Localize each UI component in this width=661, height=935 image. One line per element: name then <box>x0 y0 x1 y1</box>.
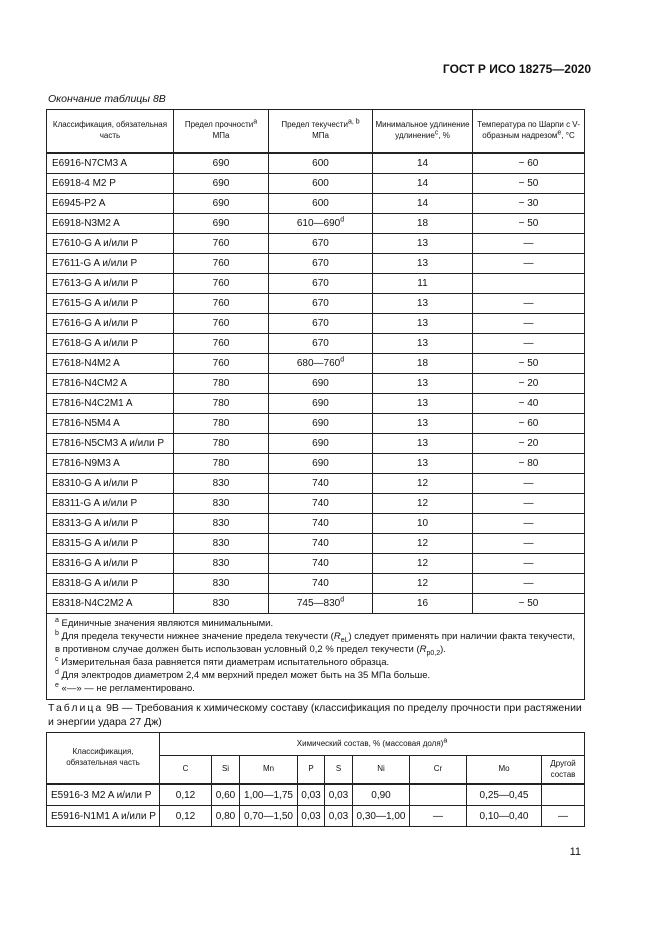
cell-charpy-temp: — <box>473 514 585 534</box>
cell-yield: 690 <box>269 414 373 434</box>
cell-chem-value <box>410 784 467 806</box>
cell-tensile: 780 <box>174 454 269 474</box>
page-number: 11 <box>569 846 581 858</box>
cell-yield: 740 <box>269 554 373 574</box>
cell-elongation: 13 <box>373 254 473 274</box>
cell-charpy-temp: − 80 <box>473 454 585 474</box>
cell-classification: E7613-G A и/или P <box>47 274 174 294</box>
cell-charpy-temp: − 50 <box>473 174 585 194</box>
cell-chem-value: 0,03 <box>325 784 353 806</box>
cell-yield: 610—690$^d$ <box>269 214 373 234</box>
cell-chem-value: 0,80 <box>212 806 240 827</box>
cell-elongation: 13 <box>373 294 473 314</box>
cell-elongation: 12 <box>373 534 473 554</box>
footnote-d: $^d$ Для электродов диаметром 2,4 мм верхний предел может быть на 35 МПа больше. <box>55 668 431 681</box>
cell-elongation: 13 <box>373 374 473 394</box>
table-row <box>47 784 585 806</box>
cell-elongation: 13 <box>373 314 473 334</box>
cell-yield: 680—760$^d$ <box>269 354 373 374</box>
cell-classification: E6945-P2 A <box>47 194 174 214</box>
cell-classification: E7616-G A и/или P <box>47 314 174 334</box>
cell-yield: 600 <box>269 174 373 194</box>
table-row <box>47 806 585 827</box>
cell-chem-value: 0,90 <box>353 784 410 806</box>
cell-tensile: 830 <box>174 494 269 514</box>
cell-classification: E8311-G A и/или P <box>47 494 174 514</box>
cell-yield: 690 <box>269 454 373 474</box>
cell-charpy-temp: — <box>473 234 585 254</box>
header9-col: Cr <box>410 756 467 785</box>
cell-classification: E7610-G A и/или P <box>47 234 174 254</box>
table-row <box>47 474 585 494</box>
cell-charpy-temp: − 50 <box>473 354 585 374</box>
cell-charpy-temp: − 30 <box>473 194 585 214</box>
cell-charpy-temp: — <box>473 254 585 274</box>
cell-charpy-temp: — <box>473 554 585 574</box>
cell-elongation: 18 <box>373 354 473 374</box>
cell-elongation: 18 <box>373 214 473 234</box>
cell-chem-value: 0,70—1,50 <box>240 806 298 827</box>
header-charpy-temp: Температура по Шарпи с V-образным надрезом$^e$, °С <box>473 110 585 154</box>
header-classification: Классификация, обязательная часть <box>47 110 174 154</box>
cell-chem-value: 0,10—0,40 <box>467 806 542 827</box>
table-row <box>47 534 585 554</box>
cell-chem-value: 0,12 <box>160 784 212 806</box>
cell-yield: 740 <box>269 514 373 534</box>
cell-elongation: 14 <box>373 153 473 174</box>
cell-classification: E8310-G A и/или P <box>47 474 174 494</box>
cell-classification: E7816-N9M3 A <box>47 454 174 474</box>
header9-classification: Классификация, обязательная часть <box>47 733 160 785</box>
cell-classification: E6918-4 M2 P <box>47 174 174 194</box>
cell-charpy-temp: − 20 <box>473 434 585 454</box>
cell-classification: E8316-G A и/или P <box>47 554 174 574</box>
cell-yield: 740 <box>269 474 373 494</box>
header9-col: S <box>325 756 353 785</box>
cell-chem-value: — <box>410 806 467 827</box>
cell-tensile: 760 <box>174 274 269 294</box>
header-yield: Предел текучести$^{a, b}$ МПа <box>269 110 373 154</box>
table-row <box>47 454 585 474</box>
cell-classification: E7618-N4M2 A <box>47 354 174 374</box>
cell-charpy-temp: — <box>473 314 585 334</box>
cell-chem-value: — <box>542 806 585 827</box>
cell-classification: E8315-G A и/или P <box>47 534 174 554</box>
cell-classification: E8313-G A и/или P <box>47 514 174 534</box>
cell-elongation: 10 <box>373 514 473 534</box>
cell-tensile: 690 <box>174 174 269 194</box>
table-row <box>47 254 585 274</box>
cell-chem-value: 0,60 <box>212 784 240 806</box>
footnote-c: $^c$ Измерительная база равняется пяти диаметрам испытательного образца. <box>55 655 390 668</box>
cell-yield: 690 <box>269 434 373 454</box>
cell-classification: E8318-G A и/или P <box>47 574 174 594</box>
cell-elongation: 11 <box>373 274 473 294</box>
cell-tensile: 780 <box>174 414 269 434</box>
table-row <box>47 174 585 194</box>
cell-tensile: 690 <box>174 194 269 214</box>
table-row <box>47 234 585 254</box>
table-row <box>47 414 585 434</box>
cell-charpy-temp: − 60 <box>473 414 585 434</box>
cell-classification: E6918-N3M2 A <box>47 214 174 234</box>
table-row <box>47 374 585 394</box>
table-row <box>47 194 585 214</box>
footnote-b: $^b$ Для предела текучести нижнее значение предела текучести $(R_{eL})$ следует применять при наличии факта текучести, в противном случае должен быть использован условный 0,2 % предел текучести $(R_{p0,2})$. <box>55 629 576 657</box>
cell-classification: E5916-3 M2 A и/или P <box>47 784 160 806</box>
cell-tensile: 760 <box>174 234 269 254</box>
cell-chem-value: 0,03 <box>298 784 325 806</box>
cell-yield: 740 <box>269 574 373 594</box>
cell-elongation: 12 <box>373 474 473 494</box>
cell-tensile: 760 <box>174 354 269 374</box>
cell-tensile: 830 <box>174 574 269 594</box>
table-row <box>47 554 585 574</box>
cell-elongation: 12 <box>373 494 473 514</box>
cell-yield: 600 <box>269 153 373 174</box>
table-row <box>47 314 585 334</box>
cell-tensile: 760 <box>174 254 269 274</box>
header9-col: Mo <box>467 756 542 785</box>
cell-charpy-temp: — <box>473 294 585 314</box>
cell-elongation: 14 <box>373 174 473 194</box>
cell-charpy-temp: — <box>473 494 585 514</box>
header9-col: C <box>160 756 212 785</box>
table-row <box>47 153 585 174</box>
table-row <box>47 514 585 534</box>
cell-tensile: 780 <box>174 394 269 414</box>
cell-classification: E7618-G A и/или P <box>47 334 174 354</box>
cell-elongation: 13 <box>373 454 473 474</box>
table-8v <box>46 109 585 700</box>
cell-tensile: 780 <box>174 434 269 454</box>
cell-classification: E7611-G A и/или P <box>47 254 174 274</box>
cell-charpy-temp: − 60 <box>473 153 585 174</box>
cell-classification: E7816-N5CM3 A и/или P <box>47 434 174 454</box>
cell-tensile: 830 <box>174 534 269 554</box>
table-row <box>47 274 585 294</box>
cell-yield: 670 <box>269 254 373 274</box>
cell-elongation: 12 <box>373 554 473 574</box>
table-row <box>47 574 585 594</box>
table-row <box>47 594 585 614</box>
footnote-e: $^e$ «—» — не регламентировано. <box>55 681 195 694</box>
cell-chem-value: 0,25—0,45 <box>467 784 542 806</box>
table-9v <box>46 732 585 827</box>
cell-elongation: 13 <box>373 414 473 434</box>
cell-yield: 670 <box>269 314 373 334</box>
table-row <box>47 334 585 354</box>
cell-yield: 670 <box>269 294 373 314</box>
header9-col: Другой состав <box>542 756 585 785</box>
cell-yield: 670 <box>269 274 373 294</box>
cell-yield: 690 <box>269 394 373 414</box>
table-9v-caption: Таблица 9В — Требования к химическому составу (классификация по пределу прочности при растяжении и энергии удара 27 Дж) <box>48 702 582 728</box>
cell-chem-value: 0,03 <box>325 806 353 827</box>
header-tensile: Предел прочности$^a$ МПа <box>174 110 269 154</box>
cell-classification: E7816-N4C2M1 A <box>47 394 174 414</box>
cell-yield: 690 <box>269 374 373 394</box>
header-elongation: Минимальное удлинение удлинение$^c$, % <box>373 110 473 154</box>
header9-col: Si <box>212 756 240 785</box>
footnotes-cell <box>47 614 585 700</box>
header9-chemical-composition: Химический состав, % (массовая доля)$^a$ <box>160 733 585 756</box>
cell-yield: 600 <box>269 194 373 214</box>
cell-chem-value: 0,12 <box>160 806 212 827</box>
table-8v-notes <box>47 614 585 700</box>
cell-tensile: 760 <box>174 314 269 334</box>
cell-classification: E6916-N7CM3 A <box>47 153 174 174</box>
cell-classification: E5916-N1M1 A и/или P <box>47 806 160 827</box>
cell-charpy-temp: — <box>473 574 585 594</box>
cell-elongation: 13 <box>373 334 473 354</box>
cell-tensile: 690 <box>174 214 269 234</box>
table-8v-header-row <box>47 110 585 154</box>
cell-classification: E8318-N4C2M2 A <box>47 594 174 614</box>
cell-charpy-temp: — <box>473 334 585 354</box>
cell-elongation: 13 <box>373 394 473 414</box>
cell-charpy-temp: − 40 <box>473 394 585 414</box>
cell-charpy-temp: − 20 <box>473 374 585 394</box>
cell-tensile: 760 <box>174 294 269 314</box>
cell-charpy-temp: − 50 <box>473 214 585 234</box>
cell-charpy-temp: − 50 <box>473 594 585 614</box>
cell-yield: 745—830$^d$ <box>269 594 373 614</box>
standard-designation: ГОСТ Р ИСО 18275—2020 <box>442 62 591 76</box>
cell-tensile: 830 <box>174 514 269 534</box>
table-8v-caption: Окончание таблицы 8В <box>48 93 166 105</box>
table-row <box>47 494 585 514</box>
cell-chem-value: 1,00—1,75 <box>240 784 298 806</box>
cell-elongation: 14 <box>373 194 473 214</box>
footnote-a: $^a$ Единичные значения являются минимальными. <box>55 616 274 629</box>
table-9v-header-row-1 <box>47 733 585 756</box>
cell-charpy-temp: — <box>473 534 585 554</box>
table-row <box>47 294 585 314</box>
cell-chem-value: 0,03 <box>298 806 325 827</box>
cell-charpy-temp <box>473 274 585 294</box>
cell-yield: 670 <box>269 234 373 254</box>
table-row <box>47 354 585 374</box>
cell-elongation: 12 <box>373 574 473 594</box>
cell-yield: 740 <box>269 494 373 514</box>
table-row <box>47 434 585 454</box>
cell-chem-value: 0,30—1,00 <box>353 806 410 827</box>
header9-col: Ni <box>353 756 410 785</box>
cell-charpy-temp: — <box>473 474 585 494</box>
table-row <box>47 214 585 234</box>
cell-tensile: 830 <box>174 554 269 574</box>
table-row <box>47 394 585 414</box>
cell-yield: 740 <box>269 534 373 554</box>
cell-classification: E7615-G A и/или P <box>47 294 174 314</box>
cell-classification: E7816-N5M4 A <box>47 414 174 434</box>
cell-classification: E7816-N4CM2 A <box>47 374 174 394</box>
cell-elongation: 13 <box>373 434 473 454</box>
cell-elongation: 13 <box>373 234 473 254</box>
cell-tensile: 780 <box>174 374 269 394</box>
cell-tensile: 830 <box>174 474 269 494</box>
cell-yield: 670 <box>269 334 373 354</box>
header9-col: P <box>298 756 325 785</box>
cell-tensile: 830 <box>174 594 269 614</box>
header9-col: Mn <box>240 756 298 785</box>
cell-tensile: 760 <box>174 334 269 354</box>
cell-chem-value <box>542 784 585 806</box>
cell-tensile: 690 <box>174 153 269 174</box>
cell-elongation: 16 <box>373 594 473 614</box>
